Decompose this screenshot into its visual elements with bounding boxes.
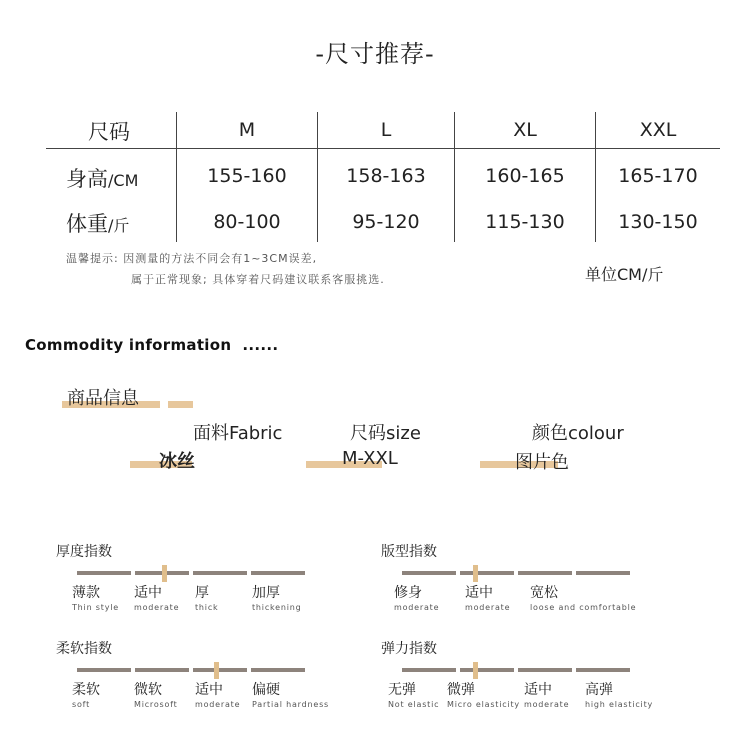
size-col-m: M — [238, 119, 256, 141]
elasticity-index-title: 弹力指数 — [381, 641, 437, 657]
weight-label: 体重 — [66, 212, 108, 236]
scale-segment — [402, 571, 456, 575]
option-en: thick — [195, 603, 219, 612]
unit-label: 单位CM/斤 — [585, 265, 664, 284]
option-cn: 微软 — [134, 682, 162, 698]
size-col-l: L — [380, 119, 392, 141]
option-en: soft — [72, 700, 91, 709]
scale-segment — [460, 571, 514, 575]
thickness-option — [252, 585, 302, 613]
option-en: moderate — [524, 700, 570, 709]
weight-unit: /斤 — [108, 216, 130, 235]
measurement-note: 温馨提示: 因测量的方法不同会有1~3CM误差, — [66, 252, 318, 265]
scale-segment — [576, 571, 630, 575]
weight-value: 115-130 — [485, 211, 565, 233]
thickness-index-title: 厚度指数 — [56, 544, 112, 560]
size-col-xl: XL — [513, 119, 537, 141]
scale-segment — [460, 668, 514, 672]
scale-segment — [193, 571, 247, 575]
fit-option — [530, 585, 636, 613]
elasticity-option — [447, 682, 520, 710]
height-label: 身高 — [66, 167, 108, 191]
option-cn: 适中 — [465, 585, 493, 601]
height-value: 160-165 — [485, 165, 565, 187]
option-cn: 偏硬 — [252, 682, 280, 698]
fit-option — [394, 585, 439, 613]
height-value: 155-160 — [207, 165, 287, 187]
elasticity-option — [388, 682, 439, 710]
option-en: Thin style — [72, 603, 119, 612]
option-en: loose and comfortable — [530, 603, 637, 612]
scale-segment — [135, 668, 189, 672]
scale-segment — [402, 668, 456, 672]
thickness-level-marker — [162, 565, 167, 582]
elasticity-option — [524, 682, 569, 710]
height-unit: /CM — [108, 171, 139, 190]
scale-segment — [77, 571, 131, 575]
option-en: high elasticity — [585, 700, 654, 709]
option-cn: 宽松 — [530, 585, 558, 601]
size-col-xxl: XXL — [639, 119, 677, 141]
height-value: 158-163 — [346, 165, 426, 187]
option-cn: 高弹 — [585, 682, 613, 698]
weight-value: 130-150 — [618, 211, 698, 233]
option-cn: 薄款 — [72, 585, 100, 601]
size-value: M-XXL — [342, 448, 398, 469]
option-cn: 微弹 — [447, 682, 475, 698]
option-cn: 柔软 — [72, 682, 100, 698]
scale-segment — [251, 668, 305, 672]
option-en: Micro elasticity — [447, 700, 520, 709]
option-en: moderate — [465, 603, 511, 612]
option-cn: 适中 — [134, 585, 162, 601]
size-label: 尺码size — [350, 423, 421, 444]
elasticity-level-marker — [473, 662, 478, 679]
scale-segment — [518, 571, 572, 575]
option-en: moderate — [134, 603, 180, 612]
fit-option — [465, 585, 510, 613]
softness-index-title: 柔软指数 — [56, 641, 112, 657]
option-en: Microsoft — [134, 700, 178, 709]
softness-level-marker — [214, 662, 219, 679]
option-cn: 适中 — [524, 682, 552, 698]
size-header-label: 尺码 — [88, 120, 130, 144]
colour-label: 颜色colour — [532, 423, 624, 444]
fit-index-title: 版型指数 — [381, 544, 437, 560]
softness-option — [134, 682, 178, 710]
elasticity-option — [585, 682, 653, 710]
product-info-title: 商品信息 — [67, 388, 139, 409]
thickness-option — [134, 585, 179, 613]
thickness-option — [72, 585, 119, 613]
commodity-heading: Commodity information ...... — [25, 336, 279, 354]
fabric-label: 面料Fabric — [193, 423, 283, 444]
option-en: Partial hardness — [252, 700, 330, 709]
fit-level-marker — [473, 565, 478, 582]
weight-row-label — [66, 208, 129, 238]
option-en: Not elastic — [388, 700, 440, 709]
option-en: moderate — [394, 603, 440, 612]
softness-option — [252, 682, 329, 710]
weight-value: 95-120 — [352, 211, 420, 233]
scale-segment — [193, 668, 247, 672]
colour-value: 图片色 — [515, 452, 569, 473]
softness-option — [72, 682, 100, 710]
scale-segment — [251, 571, 305, 575]
option-cn: 无弹 — [388, 682, 416, 698]
softness-option — [195, 682, 240, 710]
option-en: thickening — [252, 603, 302, 612]
height-row-label — [66, 163, 138, 193]
option-cn: 修身 — [394, 585, 422, 601]
height-value: 165-170 — [618, 165, 698, 187]
scale-segment — [576, 668, 630, 672]
option-cn: 加厚 — [252, 585, 280, 601]
option-cn: 厚 — [195, 585, 209, 601]
table-divider — [46, 148, 720, 149]
scale-segment — [77, 668, 131, 672]
option-cn: 适中 — [195, 682, 223, 698]
size-table — [46, 112, 720, 242]
scale-segment — [518, 668, 572, 672]
measurement-note: 属于正常现象; 具体穿着尺码建议联系客服挑选. — [131, 273, 385, 286]
weight-value: 80-100 — [213, 211, 281, 233]
thickness-option — [195, 585, 218, 613]
accent-bar — [168, 401, 193, 408]
option-en: moderate — [195, 700, 241, 709]
page-title: -尺寸推荐- — [315, 40, 435, 68]
fabric-value: 冰丝 — [159, 451, 195, 472]
